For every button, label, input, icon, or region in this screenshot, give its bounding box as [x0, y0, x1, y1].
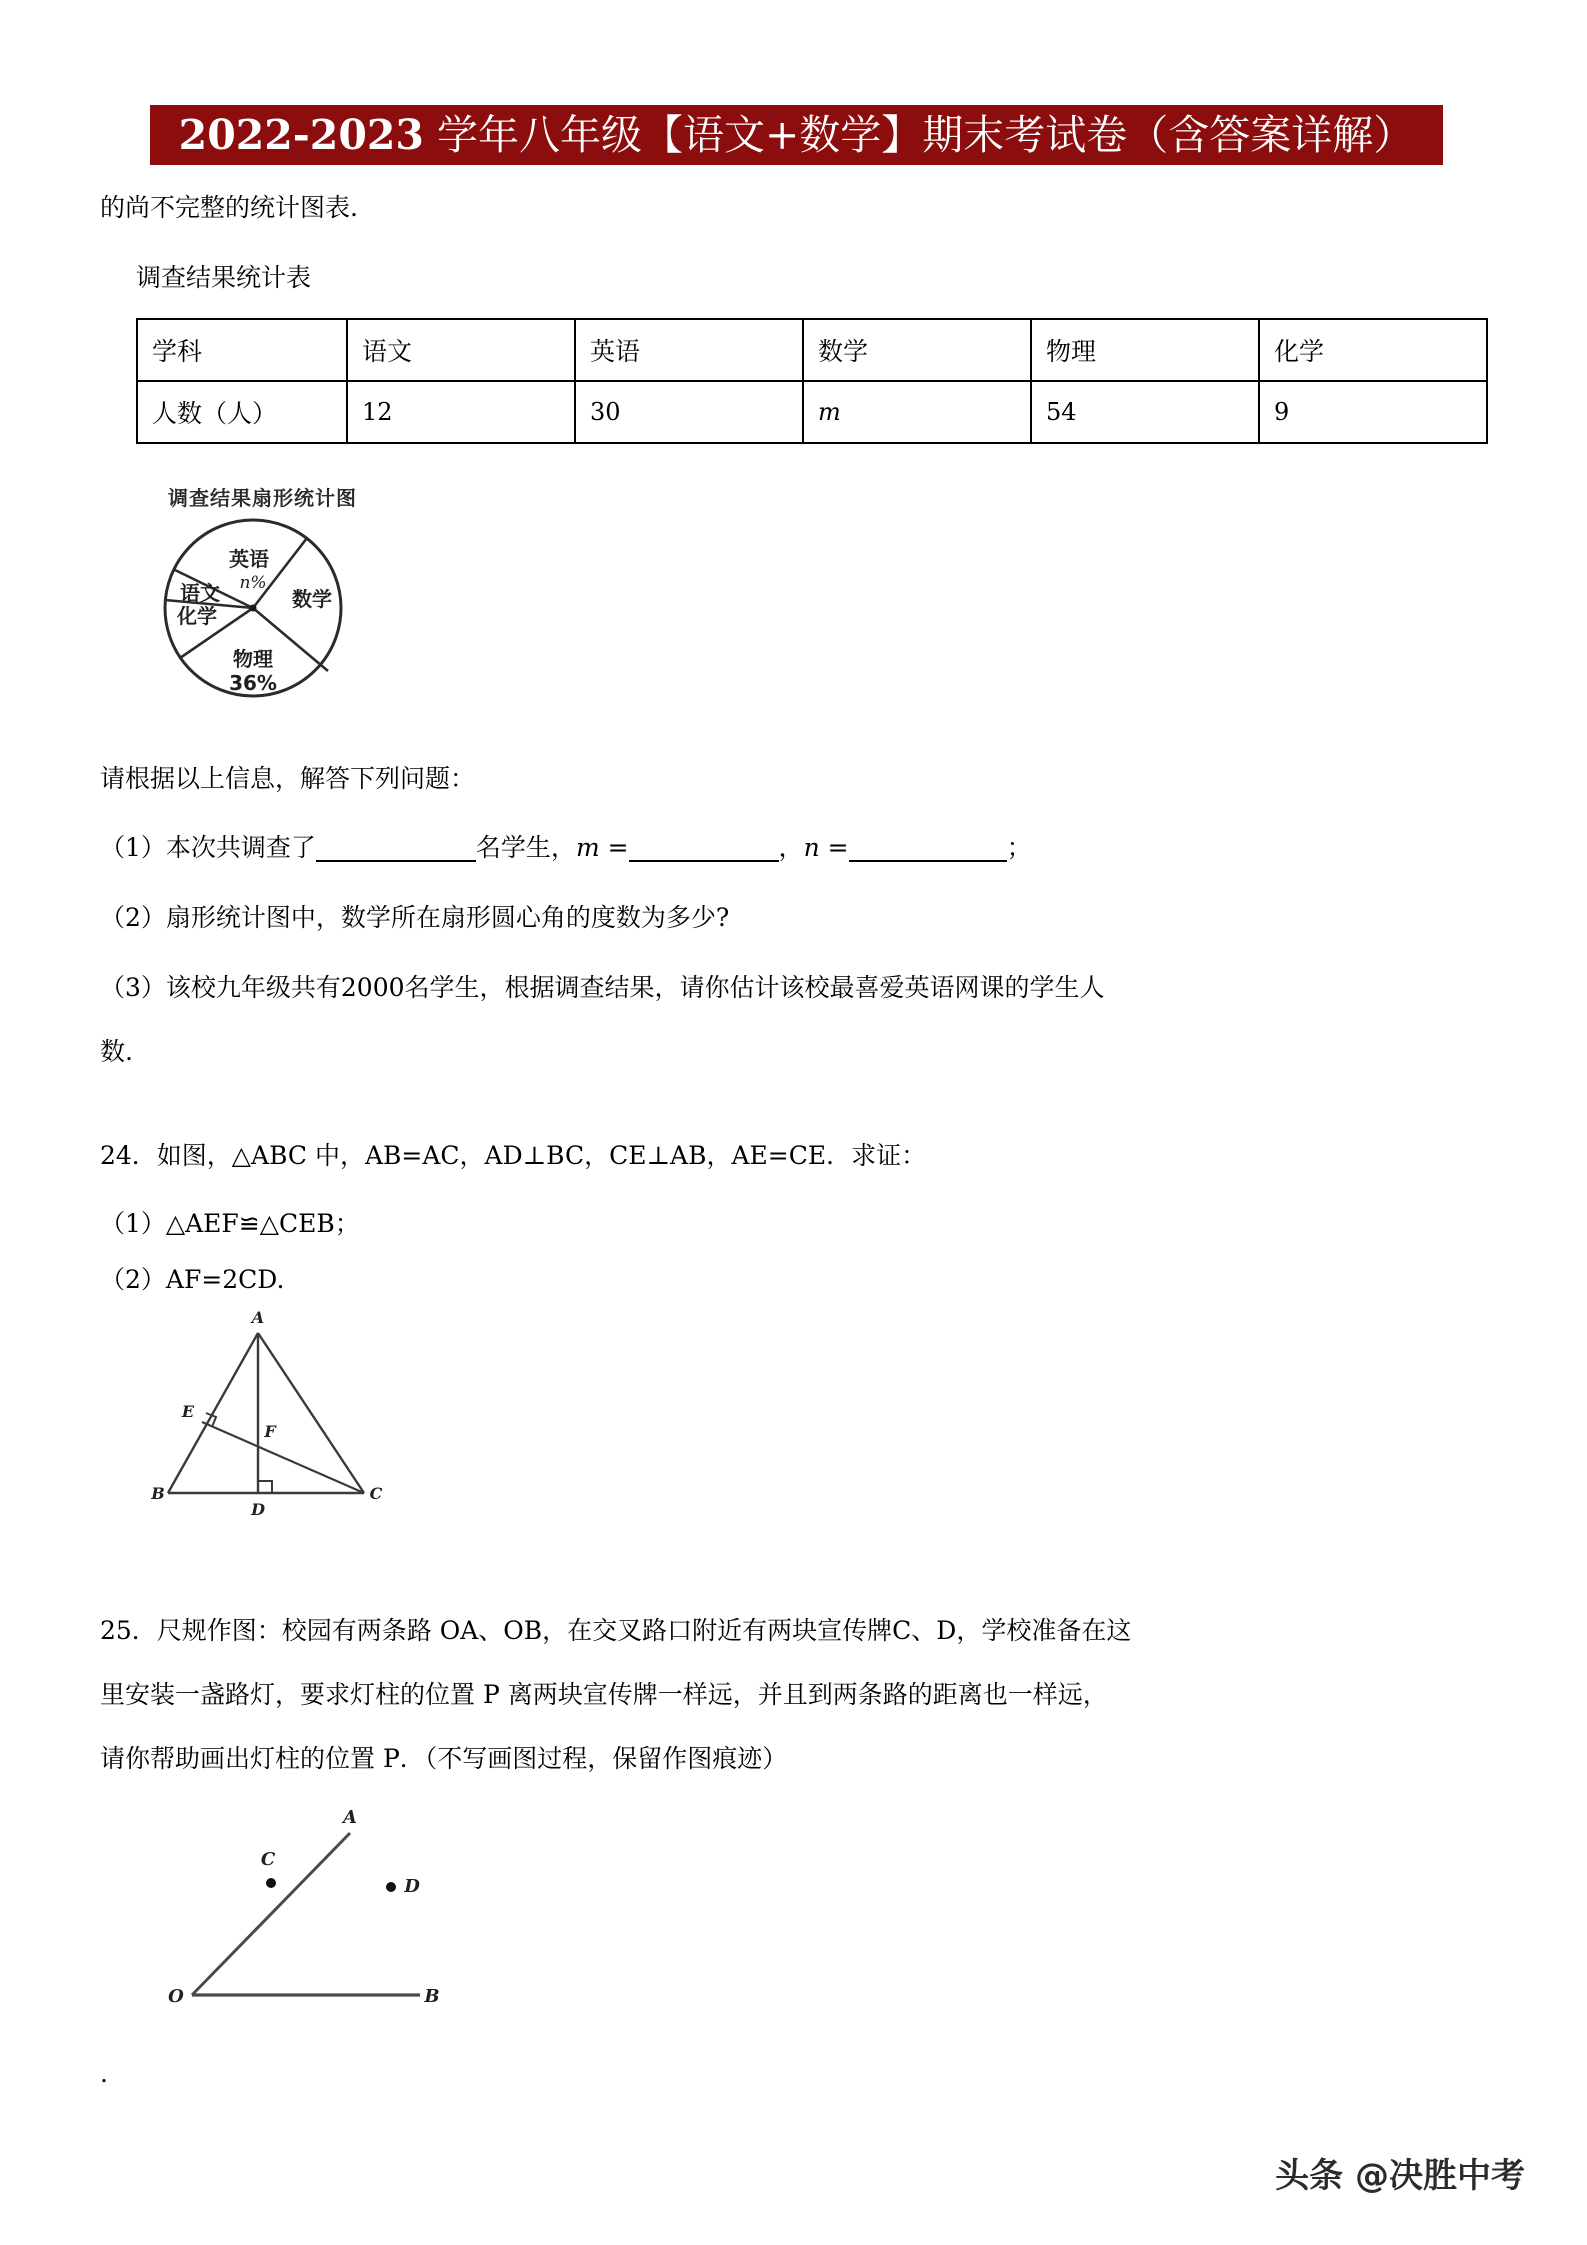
pie-label-chinese: 语文	[180, 581, 220, 605]
pie-label-english-percent: n%	[239, 573, 267, 593]
table-cell-chemistry: 9	[1259, 381, 1487, 443]
header-year-range: 2022-2023	[178, 110, 424, 159]
pie-chart-figure	[150, 482, 480, 717]
pie-label-chemistry: 化学	[177, 604, 217, 628]
table-header-cell: 语文	[347, 319, 575, 381]
question-prompt: 请根据以上信息，解答下列问题：	[100, 764, 476, 793]
point-D-dot	[386, 1882, 396, 1892]
page-header-banner	[150, 105, 1443, 165]
q23-blank-m[interactable]	[629, 833, 779, 862]
question-25-line2: 里安装一盏路灯，要求灯柱的位置 P 离两块宣传牌一样远，并且到两条路的距离也一样远，	[100, 1680, 1108, 1709]
table-caption: 调查结果统计表	[136, 263, 312, 292]
pie-chart-title: 调查结果扇形统计图	[168, 486, 357, 510]
question-24-stem: 24．如图，△ABC 中，AB=AC，AD⊥BC，CE⊥AB，AE=CE．求证：	[100, 1141, 927, 1170]
table-header-cell: 学科	[137, 319, 347, 381]
page-header-title	[178, 110, 1415, 159]
table-cell-math: m	[803, 381, 1031, 443]
pie-label-physics: 物理	[233, 647, 273, 671]
triangle-svg	[150, 1305, 440, 1520]
table-cell-physics: 54	[1031, 381, 1259, 443]
table-row	[137, 319, 1487, 381]
table-header-cell: 数学	[803, 319, 1031, 381]
question-25-line3: 请你帮助画出灯柱的位置 P．（不写画图过程，保留作图痕迹）	[100, 1744, 788, 1773]
q23-comma: ，	[778, 833, 804, 862]
question-24-sub1: （1）△AEF≌△CEB；	[100, 1209, 360, 1238]
table-header-cell: 化学	[1259, 319, 1487, 381]
angle-svg	[140, 1795, 490, 2025]
survey-results-table	[136, 318, 1488, 444]
table-header-cell: 物理	[1031, 319, 1259, 381]
q23-p1-end: ；	[1006, 833, 1032, 862]
triangle-figure	[150, 1305, 440, 1520]
angle-label-D: D	[404, 1876, 420, 1897]
triangle-label-C: C	[369, 1484, 383, 1503]
q23-p1-mid: 名学生，	[475, 833, 576, 862]
angle-label-B: B	[424, 1986, 440, 2007]
angle-label-O: O	[168, 1986, 184, 2007]
pie-label-english: 英语	[229, 547, 269, 571]
triangle-label-A: A	[251, 1308, 265, 1327]
triangle-label-E: E	[181, 1402, 195, 1421]
table-cell-chinese: 12	[347, 381, 575, 443]
question-23-part3-line1: （3）该校九年级共有2000名学生，根据调查结果，请你估计该校最喜爱英语网课的学生人	[100, 973, 1105, 1002]
pie-label-math: 数学	[292, 587, 332, 611]
header-title-rest: 学年八年级【语文+数学】期末考试卷（含答案详解）	[423, 110, 1415, 159]
question-23-part3-line2: 数.	[100, 1037, 133, 1066]
triangle-label-F: F	[264, 1422, 276, 1441]
pie-label-physics-percent: 36%	[229, 671, 277, 695]
angle-label-A: A	[343, 1807, 357, 1828]
table-row-label: 人数（人）	[137, 381, 347, 443]
angle-figure	[140, 1795, 490, 2025]
q23-m-label: m =	[575, 833, 629, 862]
table-row	[137, 381, 1487, 443]
question-23-part1	[100, 832, 1032, 863]
question-24-sub2: （2）AF=2CD.	[100, 1265, 285, 1294]
point-C-dot	[266, 1878, 276, 1888]
q23-blank-total[interactable]	[316, 833, 476, 862]
question-25-line1: 25．尺规作图：校园有两条路 OA、OB，在交叉路口附近有两块宣传牌C、D，学校准备在这	[100, 1616, 1132, 1645]
table-cell-english: 30	[575, 381, 803, 443]
q23-blank-n[interactable]	[849, 833, 1007, 862]
angle-label-C: C	[260, 1849, 276, 1870]
pie-chart-svg	[150, 508, 450, 713]
q23-p1-prefix: （1）本次共调查了	[100, 833, 316, 862]
triangle-label-B: B	[151, 1484, 165, 1503]
intro-line: 的尚不完整的统计图表.	[100, 193, 358, 222]
table-header-cell: 英语	[575, 319, 803, 381]
question-23-part2: （2）扇形统计图中，数学所在扇形圆心角的度数为多少?	[100, 903, 730, 932]
triangle-label-D: D	[251, 1500, 265, 1519]
trailing-dot: .	[100, 2059, 108, 2088]
q23-n-label: n =	[803, 833, 849, 862]
watermark: 头条 @决胜中考	[1275, 2156, 1525, 2196]
